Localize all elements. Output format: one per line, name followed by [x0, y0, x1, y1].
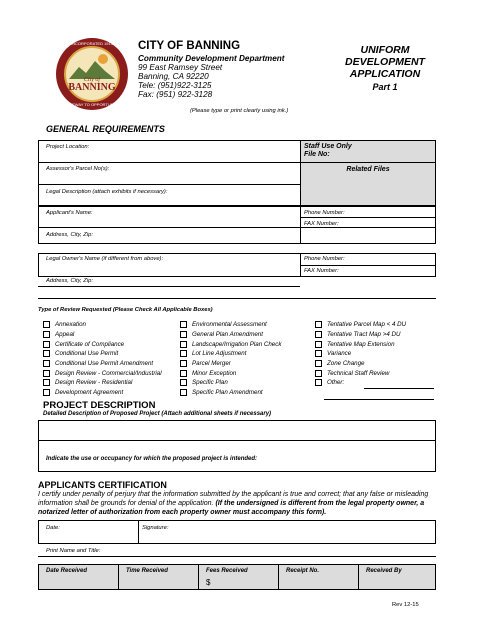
general-requirements-heading: GENERAL REQUIREMENTS — [46, 124, 165, 134]
option-label: Specific Plan — [192, 379, 228, 387]
staff-use-label: Staff Use Only — [304, 143, 352, 150]
checkbox[interactable] — [315, 321, 322, 328]
other-line-2 — [324, 399, 434, 400]
review-option[interactable] — [43, 320, 162, 330]
review-column-3 — [315, 320, 406, 388]
checkbox[interactable] — [180, 321, 187, 328]
checkbox[interactable] — [43, 321, 50, 328]
city-state: Banning, CA 92220 — [138, 72, 209, 81]
checkbox[interactable] — [315, 341, 322, 348]
option-label: Design Review - Residential — [55, 379, 133, 387]
city-seal-logo — [55, 37, 129, 111]
option-label: Certificate of Compliance — [55, 340, 125, 348]
svg-text:INCORPORATED 1913: INCORPORATED 1913 — [71, 41, 113, 46]
svg-text:GATEWAY TO OPPORTUNITY: GATEWAY TO OPPORTUNITY — [64, 102, 120, 107]
review-option[interactable] — [180, 388, 281, 398]
applicant-name-field[interactable]: Applicant's Name: — [46, 210, 93, 216]
checkbox[interactable] — [180, 331, 187, 338]
checkbox[interactable] — [315, 370, 322, 377]
signature-box — [38, 520, 436, 544]
applicant-address-field[interactable]: Address, City, Zip: — [46, 232, 93, 238]
option-label: Tentative Map Extension — [327, 340, 395, 348]
print-name-field[interactable]: Print Name and Title: — [46, 548, 101, 554]
svg-text:City of: City of — [83, 77, 101, 83]
option-label: Conditional Use Permit — [55, 350, 119, 358]
option-label: Minor Exception — [192, 369, 237, 377]
parcel-number-field[interactable]: Assessor's Parcel No(s): — [46, 166, 110, 172]
received-by-header: Received By — [366, 568, 402, 574]
option-label: Tentative Parcel Map < 4 DU — [327, 321, 407, 329]
review-option[interactable] — [180, 359, 281, 369]
checkbox[interactable] — [315, 379, 322, 386]
review-column-2 — [180, 320, 281, 398]
option-label: Specific Plan Amendment — [192, 389, 263, 397]
review-option[interactable] — [315, 339, 406, 349]
owner-name-field[interactable]: Legal Owner's Name (if different from above): — [46, 256, 164, 262]
option-label: Appeal — [55, 331, 75, 339]
checkbox[interactable] — [43, 370, 50, 377]
review-option[interactable] — [315, 349, 406, 359]
option-label: Variance — [327, 350, 352, 358]
project-detail-label: Detailed Description of Proposed Project (Attach additional sheets if necessary) — [43, 411, 272, 417]
review-option[interactable] — [43, 330, 162, 340]
svg-text:BANNING: BANNING — [68, 82, 116, 93]
project-description-heading: PROJECT DESCRIPTION — [43, 400, 156, 411]
checkbox[interactable] — [180, 350, 187, 357]
fax: Fax: (951) 922-3128 — [138, 90, 213, 99]
review-option[interactable] — [43, 368, 162, 378]
option-label: General Plan Amendment — [192, 331, 263, 339]
intended-use-field[interactable]: Indicate the use or occupancy for which the proposed project is intended: — [46, 456, 258, 462]
option-label: Annexation — [55, 321, 86, 329]
time-received-header: Time Received — [126, 568, 168, 574]
checkbox[interactable] — [43, 360, 50, 367]
department-name: Community Development Department — [138, 54, 285, 63]
fees-received-header: Fees Received — [206, 568, 248, 574]
project-location-field[interactable]: Project Location: — [46, 144, 90, 150]
review-option[interactable] — [43, 339, 162, 349]
legal-description-field[interactable]: Legal Description (attach exhibits if necessary): — [46, 189, 168, 195]
checkbox[interactable] — [180, 341, 187, 348]
checkbox[interactable] — [315, 350, 322, 357]
review-option[interactable] — [315, 378, 406, 388]
form-part: Part 1 — [372, 82, 398, 92]
checkbox[interactable] — [180, 389, 187, 396]
checkbox[interactable] — [180, 379, 187, 386]
review-option[interactable] — [43, 388, 162, 398]
signature-field[interactable]: Signature: — [142, 525, 169, 531]
org-name: CITY OF BANNING — [138, 40, 241, 52]
review-option[interactable] — [180, 378, 281, 388]
applicant-phone-field[interactable]: Phone Number: — [304, 210, 345, 216]
revision-label: Rev 12-15 — [392, 602, 419, 608]
checkbox[interactable] — [43, 379, 50, 386]
review-option[interactable] — [43, 378, 162, 388]
option-label: Other: — [327, 379, 345, 387]
checkbox[interactable] — [315, 331, 322, 338]
review-option[interactable] — [43, 349, 162, 359]
checkbox[interactable] — [43, 341, 50, 348]
review-column-1 — [43, 320, 162, 398]
option-label: Environmental Assessment — [192, 321, 267, 329]
review-option[interactable] — [43, 359, 162, 369]
ink-instruction: (Please type or print clearly using ink.) — [190, 108, 289, 114]
option-label: Landscape/Irrigation Plan Check — [192, 340, 282, 348]
form-title: UNIFORM DEVELOPMENT APPLICATION — [345, 44, 425, 80]
checkbox[interactable] — [315, 360, 322, 367]
review-option[interactable] — [180, 320, 281, 330]
checkbox[interactable] — [43, 389, 50, 396]
option-label: Lot Line Adjustment — [192, 350, 247, 358]
date-field[interactable]: Date: — [46, 525, 60, 531]
review-option[interactable] — [180, 339, 281, 349]
option-label: Zone Change — [327, 360, 365, 368]
option-label: Design Review - Commercial/Industrial — [55, 369, 162, 377]
checkbox[interactable] — [180, 370, 187, 377]
review-option[interactable] — [180, 349, 281, 359]
owner-phone-field[interactable]: Phone Number: — [304, 256, 345, 262]
review-option[interactable] — [315, 320, 406, 330]
review-option[interactable] — [315, 330, 406, 340]
option-label: Conditional Use Permit Amendment — [55, 360, 154, 368]
related-files-label: Related Files — [346, 166, 390, 173]
project-description-box[interactable] — [38, 420, 436, 472]
date-received-header: Date Received — [46, 568, 88, 574]
owner-address-field[interactable]: Address, City, Zip: — [46, 278, 93, 284]
telephone: Tele: (951)922-3125 — [138, 81, 212, 90]
file-no-label: File No: — [304, 151, 330, 158]
owner-fax-field[interactable]: FAX Number: — [304, 268, 339, 274]
fees-dollar-sign: $ — [206, 578, 211, 587]
checkbox[interactable] — [43, 350, 50, 357]
receipt-no-header: Receipt No. — [286, 568, 320, 574]
certification-text: I certify under penalty of perjury that the information submitted by the applicant is true and correct; that any false or misleading information shall be grounds for denial of the application. (If the undersigned is different from the legal property owner, a notarized letter of authorization from each property owner must accompany this form). — [38, 491, 429, 516]
option-label: Tentative Tract Map >4 DU — [327, 331, 401, 339]
applicant-fax-field[interactable]: FAX Number: — [304, 221, 339, 227]
option-label: Development Agreement — [55, 389, 124, 397]
review-type-heading: Type of Review Requested (Please Check All Applicable Boxes) — [38, 307, 213, 313]
checkbox[interactable] — [43, 331, 50, 338]
option-label: Technical Staff Review — [327, 369, 390, 377]
applicant-box — [38, 206, 436, 244]
option-label: Parcel Merger — [192, 360, 231, 368]
review-option[interactable] — [315, 359, 406, 369]
review-option[interactable] — [180, 330, 281, 340]
other-line — [364, 388, 434, 389]
certification-heading: APPLICANTS CERTIFICATION — [38, 480, 167, 490]
review-option[interactable] — [180, 368, 281, 378]
street-address: 99 East Ramsey Street — [138, 63, 223, 72]
checkbox[interactable] — [180, 360, 187, 367]
review-option[interactable] — [315, 368, 406, 378]
